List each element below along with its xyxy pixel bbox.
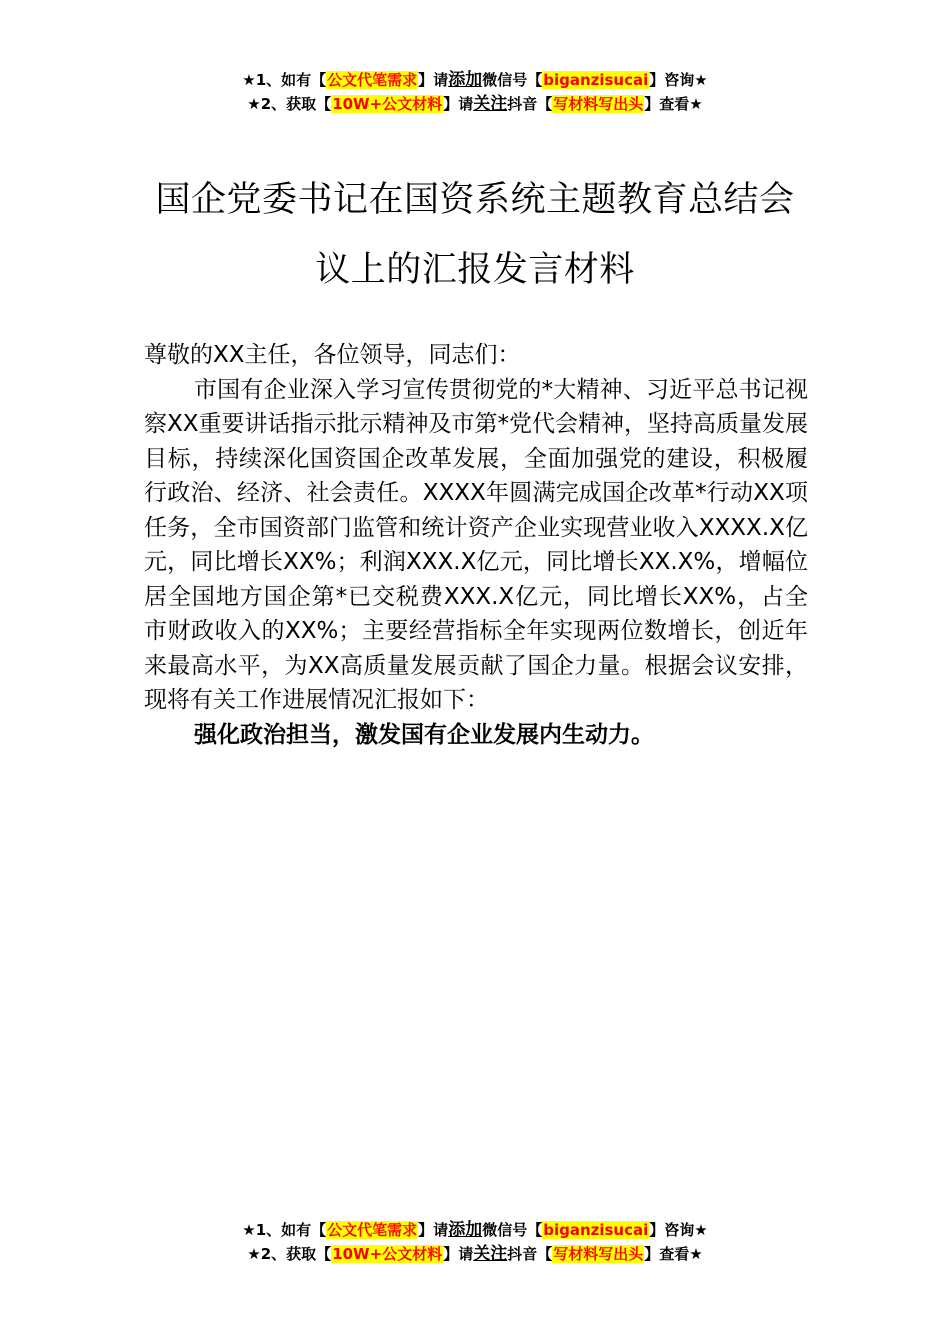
promo-text: 】咨询★ <box>649 71 708 89</box>
promo-highlight: 公文代笔需求 <box>327 71 418 89</box>
promo-text: ★1、如有【 <box>242 1221 327 1239</box>
promo-text: 】请 <box>443 95 474 113</box>
promo-emphasis: 添加 <box>448 1220 483 1240</box>
promo-highlight: 公文代笔需求 <box>327 1221 418 1239</box>
promo-text: 】请 <box>418 1221 449 1239</box>
promo-wechat-id: biganzisucai <box>543 1221 649 1239</box>
promo-text: ★1、如有【 <box>242 71 327 89</box>
promo-text: 】查看★ <box>644 95 703 113</box>
promo-text: 微信号【 <box>482 1221 543 1239</box>
document-body <box>144 338 808 752</box>
promo-text: 】查看★ <box>644 1245 703 1263</box>
promo-line-1 <box>0 68 950 92</box>
promo-text: 】咨询★ <box>649 1221 708 1239</box>
promo-text: 微信号【 <box>482 71 543 89</box>
promo-banner-top <box>0 68 950 116</box>
promo-line-1 <box>0 1218 950 1242</box>
promo-highlight: 10W+公文材料 <box>332 95 443 113</box>
document-title: 国企党委书记在国资系统主题教育总结会议上的汇报发言材料 <box>155 180 795 290</box>
promo-text: ★2、获取【 <box>247 1245 332 1263</box>
paragraph: 市国有企业深入学习宣传贯彻党的*大精神、习近平总书记视察XX重要讲话指示批示精神及市第*党代会精神，坚持高质量发展目标，持续深化国资国企改革发展，全面加强党的建设，积极履行政治、经济、社会责任。XXXX年圆满完成国企改革*行动XX项任务，全市国资部门监管和统计资产企业实现营业收入XXXX.X亿元，同比增长XX%；利润XXX.X亿元，同比增长XX.X%，增幅位居全国地方国企第*已交税费XXX.X亿元，同比增长XX%，占全市财政收入的XX%；主要经营指标全年实现两位数增长，创近年来最高水平，为XX高质量发展贡献了国企力量。根据会议安排，现将有关工作进展情况汇报如下： <box>144 376 809 713</box>
promo-line-2 <box>0 1242 950 1266</box>
promo-text: 抖音【 <box>507 1245 553 1263</box>
promo-highlight: 10W+公文材料 <box>332 1245 443 1263</box>
promo-text: 抖音【 <box>507 95 553 113</box>
promo-line-2 <box>0 92 950 116</box>
promo-text: 】请 <box>418 71 449 89</box>
promo-wechat-id: biganzisucai <box>543 71 649 89</box>
salutation: 尊敬的XX主任，各位领导，同志们： <box>144 342 521 368</box>
promo-emphasis: 添加 <box>448 70 483 90</box>
promo-text: 】请 <box>443 1245 474 1263</box>
promo-douyin-id: 写材料写出头 <box>553 1245 644 1263</box>
section-heading: 强化政治担当，激发国有企业发展内生动力。 <box>194 721 654 748</box>
promo-banner-bottom <box>0 1218 950 1266</box>
promo-emphasis: 关注 <box>473 94 508 114</box>
promo-douyin-id: 写材料写出头 <box>553 95 644 113</box>
promo-text: ★2、获取【 <box>247 95 332 113</box>
promo-emphasis: 关注 <box>473 1244 508 1264</box>
